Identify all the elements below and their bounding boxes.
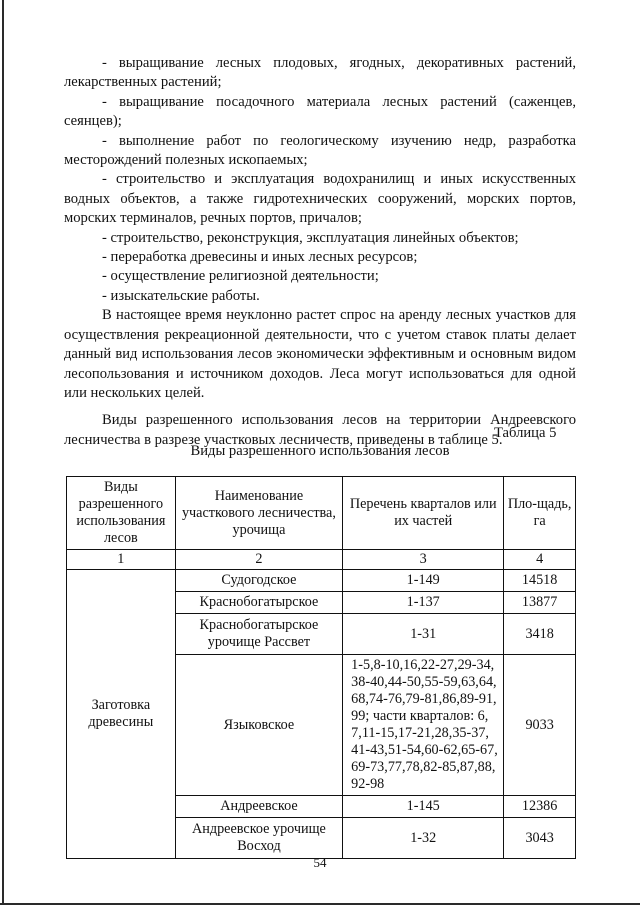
page-number: 54 bbox=[313, 855, 327, 870]
area-cell: 9033 bbox=[504, 655, 576, 796]
list-item: - осуществление религиозной деятельности; bbox=[102, 268, 379, 285]
list-item: - строительство, реконструкция, эксплуатация линейных объектов; bbox=[102, 229, 519, 246]
forestry-name: Краснобогатырское bbox=[175, 592, 342, 614]
forestry-name: Андреевское bbox=[175, 796, 342, 818]
list-item: - переработка древесины и иных лесных ресурсов; bbox=[102, 249, 418, 266]
group-label-cell: Заготовка древесины bbox=[67, 570, 176, 859]
forestry-name: Краснобогатырское урочище Рассвет bbox=[175, 614, 342, 655]
table-row bbox=[67, 570, 576, 592]
area-cell: 12386 bbox=[504, 796, 576, 818]
header-cell: Пло-щадь, га bbox=[504, 477, 576, 550]
allowed-uses-table bbox=[66, 476, 576, 859]
table-label: Таблица 5 bbox=[494, 425, 557, 441]
forestry-name: Андреевское урочище Восход bbox=[175, 818, 342, 859]
column-number-row bbox=[67, 550, 576, 570]
header-cell: Наименование участкового лесничества, урочища bbox=[175, 477, 342, 550]
body-text bbox=[64, 54, 576, 450]
list-item: - строительство и эксплуатация водохранилищ и иных искусственных водных объектов, а также гидротехнических сооружений, морских портов, морских терминалов, речных портов, причалов; bbox=[64, 171, 576, 227]
table-header-row bbox=[67, 477, 576, 550]
quarters-cell: 1-149 bbox=[343, 570, 504, 592]
paragraph: Виды разрешенного использования лесов на территории Андреевского лесничества в разрезе участковых лесничеств, приведены в таблице 5. bbox=[64, 412, 576, 448]
area-cell: 14518 bbox=[504, 570, 576, 592]
forestry-name: Языковское bbox=[175, 655, 342, 796]
paragraph: В настоящее время неуклонно растет спрос на аренду лесных участков для осуществления рекреационной деятельности, что с учетом ставок платы делает данный вид использования лесов экономически эффективным и основным видом лесопользования и источником доходов. Леса могут использоваться для одной или нескольких целей. bbox=[64, 307, 576, 401]
header-cell: Перечень кварталов или их частей bbox=[343, 477, 504, 550]
table-title: Виды разрешенного использования лесов bbox=[190, 443, 450, 459]
column-number: 3 bbox=[343, 550, 504, 570]
area-cell: 3043 bbox=[504, 818, 576, 859]
list-item: - изыскательские работы. bbox=[102, 287, 260, 304]
area-cell: 13877 bbox=[504, 592, 576, 614]
quarters-cell: 1-137 bbox=[343, 592, 504, 614]
quarters-cell: 1-31 bbox=[343, 614, 504, 655]
column-number: 1 bbox=[67, 550, 176, 570]
list-item: - выполнение работ по геологическому изучению недр, разработка месторождений полезных ископаемых; bbox=[64, 132, 576, 169]
column-number: 4 bbox=[504, 550, 576, 570]
list-item: - выращивание посадочного материала лесных растений (саженцев, сеянцев); bbox=[64, 93, 576, 130]
header-cell: Виды разрешенного использования лесов bbox=[67, 477, 176, 550]
page-left-edge bbox=[2, 0, 4, 905]
area-cell: 3418 bbox=[504, 614, 576, 655]
quarters-cell: 1-5,8-10,16,22-27,29-34, 38-40,44-50,55-59,63,64, 68,74-76,79-81,86,89-91, 99; части кварталов: 6, 7,11-15,17-21,28,35-37, 41-43,51-54,60-62,65-67, 69-73,77,78,82-85,87,88, 92-98 bbox=[343, 655, 504, 796]
quarters-cell: 1-32 bbox=[343, 818, 504, 859]
forestry-name: Судогодское bbox=[175, 570, 342, 592]
quarters-cell: 1-145 bbox=[343, 796, 504, 818]
column-number: 2 bbox=[175, 550, 342, 570]
list-item: - выращивание лесных плодовых, ягодных, декоративных растений, лекарственных растений; bbox=[64, 55, 576, 91]
